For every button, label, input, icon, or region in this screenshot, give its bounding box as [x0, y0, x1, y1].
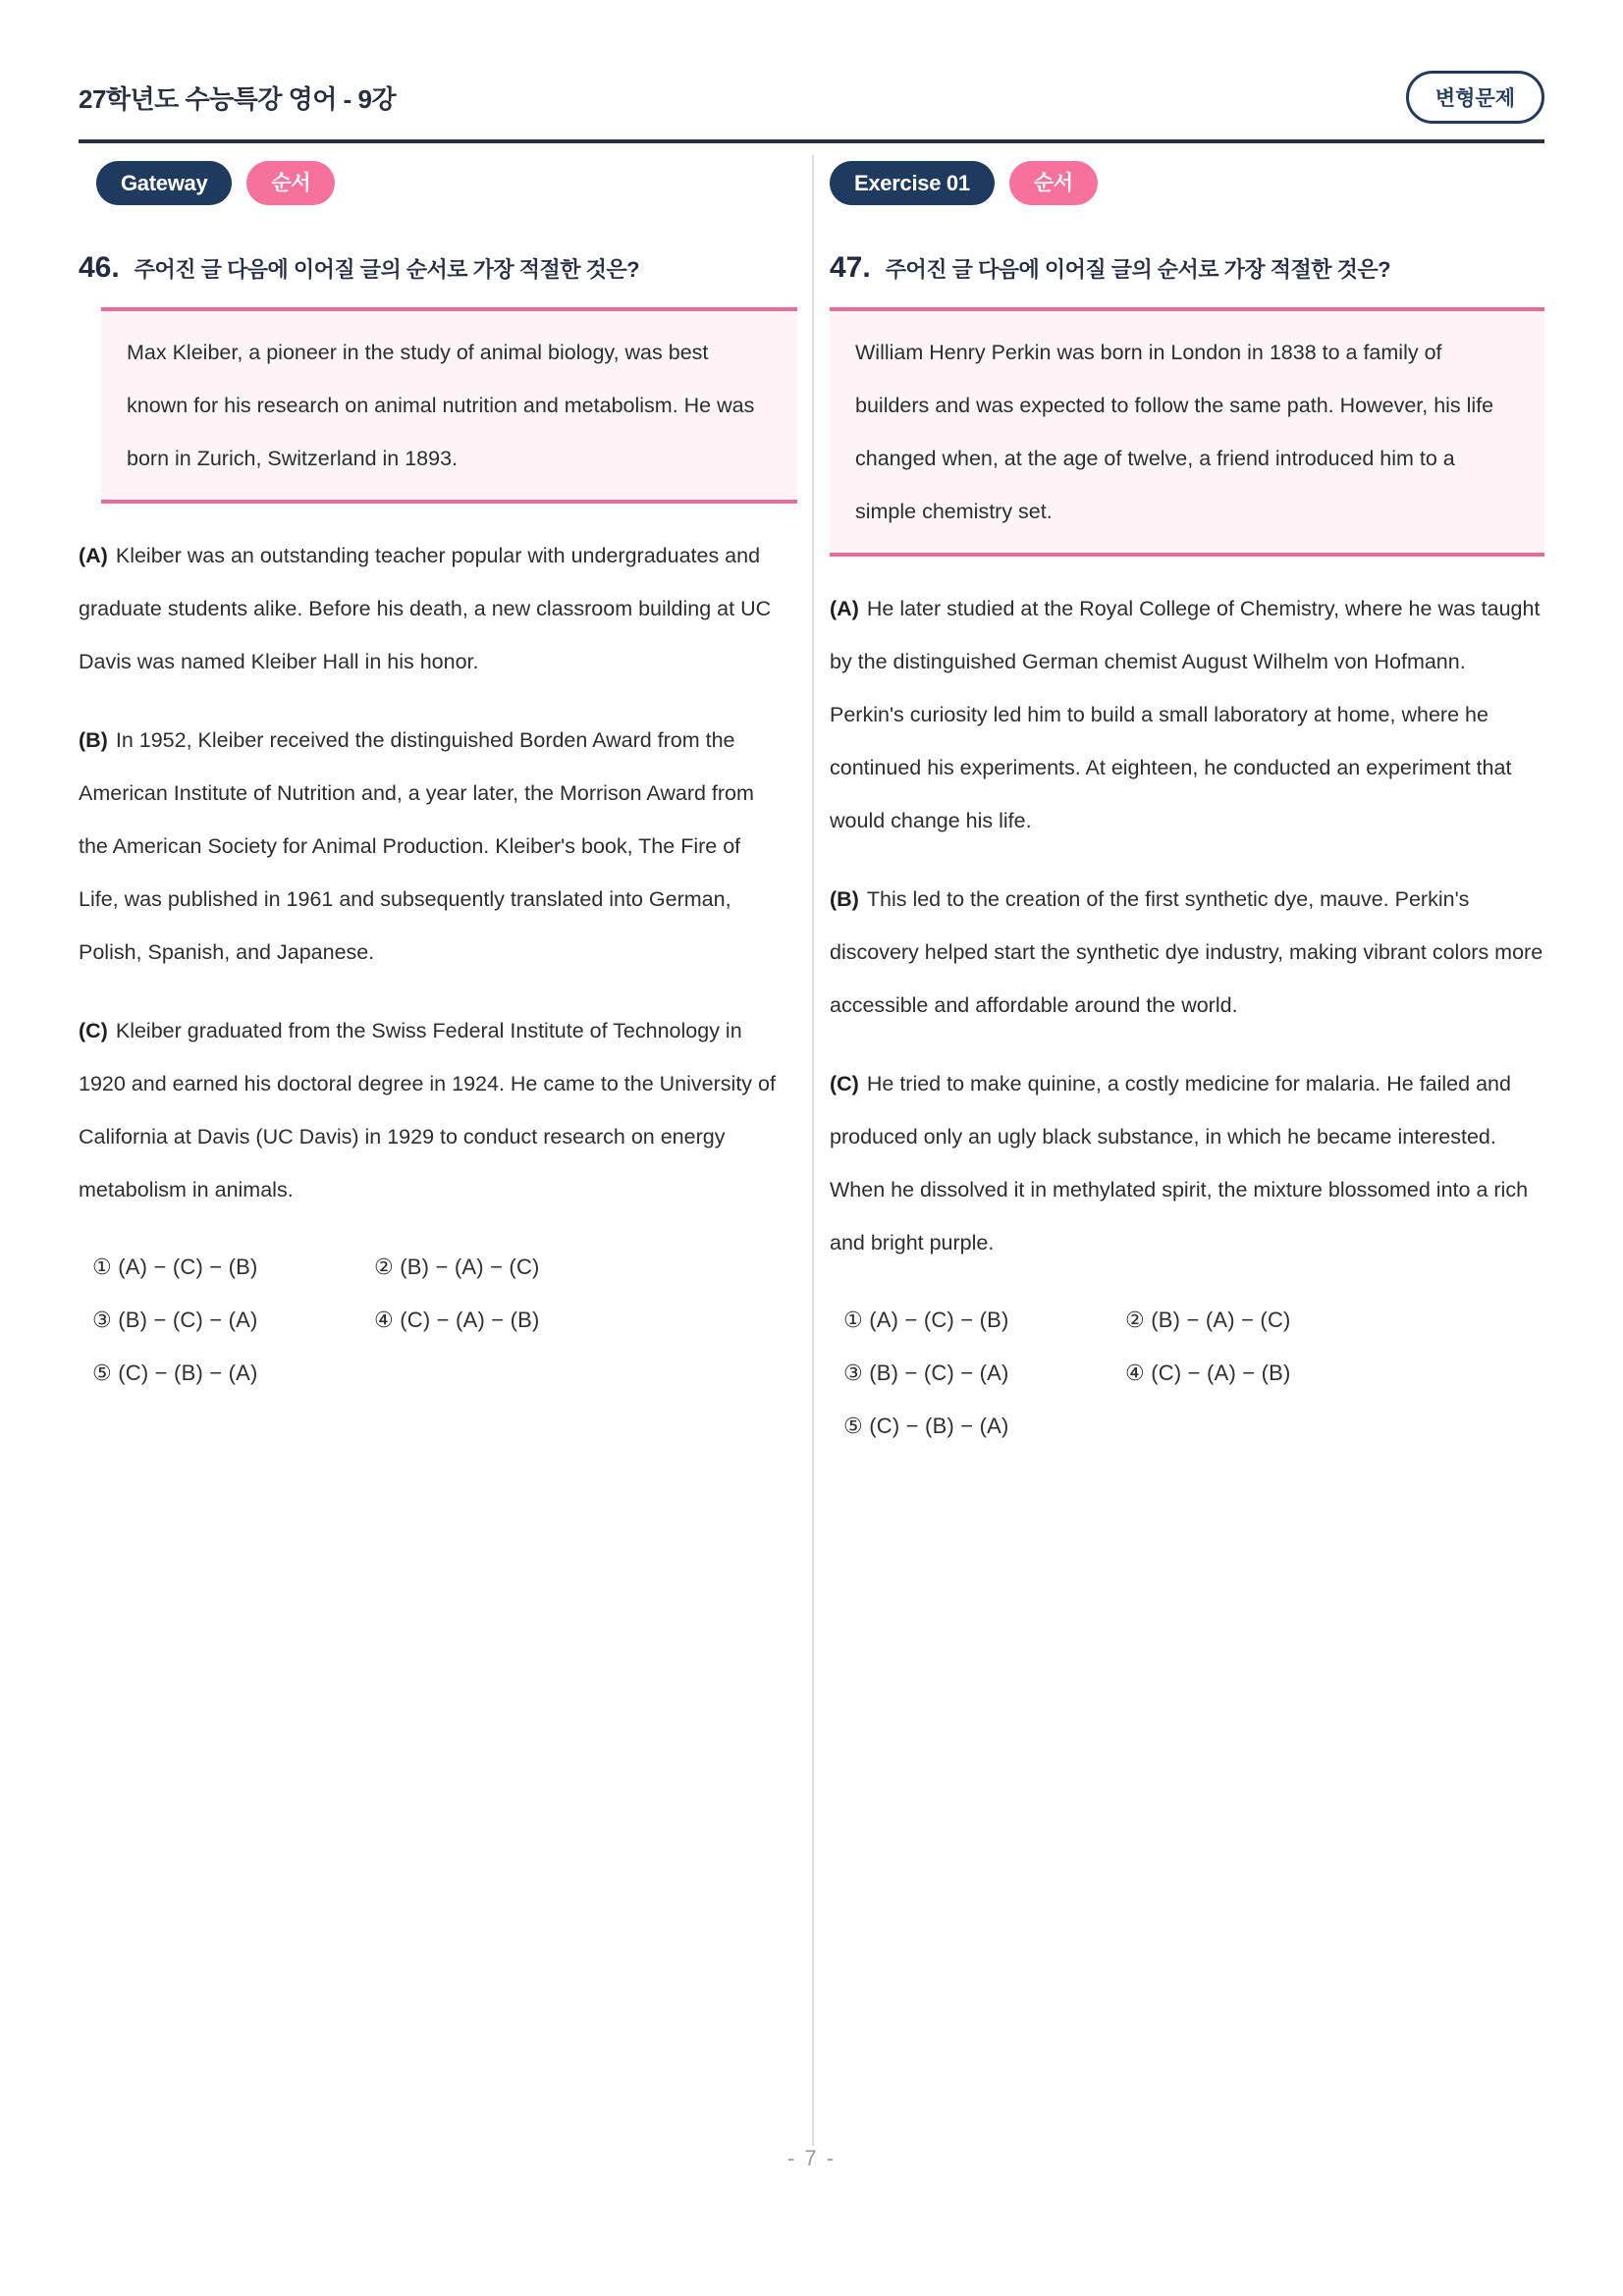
variant-problem-badge: 변형문제 [1406, 71, 1544, 124]
choice-1: ① (A) − (C) − (B) [92, 1255, 258, 1279]
paragraph-b-label: (B) [79, 728, 108, 752]
paragraph-c-text: Kleiber graduated from the Swiss Federal Institute of Technology in 1920 and earned his doctoral degree in 1924. He came to the University of California at Davis (UC Davis) in 1929 to conduct research on energy metabolism in animals. [79, 1019, 776, 1201]
choice-4: ④ (C) − (A) − (B) [1125, 1361, 1291, 1385]
paragraph-b [79, 714, 776, 979]
paragraph-a-text: Kleiber was an outstanding teacher popular with undergraduates and graduate students alike. Before his death, a new classroom building at UC Davis was named Kleiber Hall in his honor. [79, 544, 772, 673]
given-passage-box [101, 307, 797, 504]
paragraph-c-label: (C) [830, 1072, 859, 1095]
paragraph-b-label: (B) [830, 887, 859, 911]
choice-4: ④ (C) − (A) − (B) [374, 1308, 540, 1332]
paragraph-a-label: (A) [79, 544, 108, 567]
paragraph-b-text: In 1952, Kleiber received the distinguished Borden Award from the American Institute of Nutrition and, a year later, the Morrison Award from the American Society for Animal Production. Kleiber's book, The Fire of Life, was published in 1961 and subsequently translated into German, Polish, Spanish, and Japanese. [79, 728, 754, 964]
paragraph-a-label: (A) [830, 597, 859, 620]
question-type-badge: 순서 [1009, 161, 1098, 205]
paragraph-a [830, 582, 1544, 847]
paragraph-b [830, 873, 1544, 1032]
choice-3: ③ (B) − (C) − (A) [843, 1361, 1009, 1385]
document-title: 27학년도 수능특강 영어 - 9강 [79, 83, 397, 114]
paragraph-c-text: He tried to make quinine, a costly medicine for malaria. He failed and produced only an ugly black substance, in which he became interested. When he dissolved it in methylated spirit, the mixture blossomed into a rich and bright purple. [830, 1072, 1529, 1255]
paragraph-c-label: (C) [79, 1019, 108, 1042]
choice-3: ③ (B) − (C) − (A) [92, 1308, 258, 1332]
page-number: - 7 - [786, 2146, 837, 2170]
answer-choices [79, 1248, 776, 1393]
question-number: 46. [79, 251, 120, 284]
paragraph-c [79, 1004, 776, 1216]
badge-row [96, 161, 776, 205]
choice-2: ② (B) − (A) − (C) [374, 1255, 540, 1279]
question-title [79, 251, 776, 285]
choice-2: ② (B) − (A) − (C) [1125, 1308, 1291, 1332]
paragraph-a-text: He later studied at the Royal College of Chemistry, where he was taught by the distinguished German chemist August Wilhelm von Hofmann. Perkin's curiosity led him to build a small laboratory at home, where he continued his experiments. At eighteen, he conducted an experiment that would change his life. [830, 597, 1541, 832]
question-prompt: 주어진 글 다음에 이어질 글의 순서로 가장 적절한 것은? [134, 257, 640, 282]
column-divider [812, 155, 814, 2146]
question-title [830, 251, 1544, 285]
badge-row [830, 161, 1544, 205]
choice-1: ① (A) − (C) − (B) [843, 1308, 1009, 1332]
section-badge: Gateway [96, 161, 232, 205]
paragraph-a [79, 529, 776, 688]
question-number: 47. [830, 251, 871, 284]
given-passage-box [830, 307, 1544, 557]
section-badge: Exercise 01 [830, 161, 995, 205]
paragraph-c [830, 1057, 1544, 1269]
question-type-badge: 순서 [246, 161, 335, 205]
choice-5: ⑤ (C) − (B) − (A) [843, 1414, 1009, 1438]
page-header [79, 0, 1544, 124]
question-prompt: 주어진 글 다음에 이어질 글의 순서로 가장 적절한 것은? [885, 257, 1391, 282]
given-passage-text: William Henry Perkin was born in London in 1838 to a family of builders and was expected to follow the same path. However, his life changed when, at the age of twelve, a friend introduced him to a simple chemistry set. [855, 341, 1494, 523]
two-column-layout [79, 143, 1544, 2146]
given-passage-text: Max Kleiber, a pioneer in the study of animal biology, was best known for his research on animal nutrition and metabolism. He was born in Zurich, Switzerland in 1893. [127, 341, 755, 470]
paragraph-b-text: This led to the creation of the first synthetic dye, mauve. Perkin's discovery helped start the synthetic dye industry, making vibrant colors more accessible and affordable around the world. [830, 887, 1543, 1017]
answer-choices [830, 1301, 1544, 1446]
question-column-47 [830, 143, 1544, 1446]
choice-5: ⑤ (C) − (B) − (A) [92, 1361, 258, 1385]
question-column-46 [79, 143, 776, 1393]
